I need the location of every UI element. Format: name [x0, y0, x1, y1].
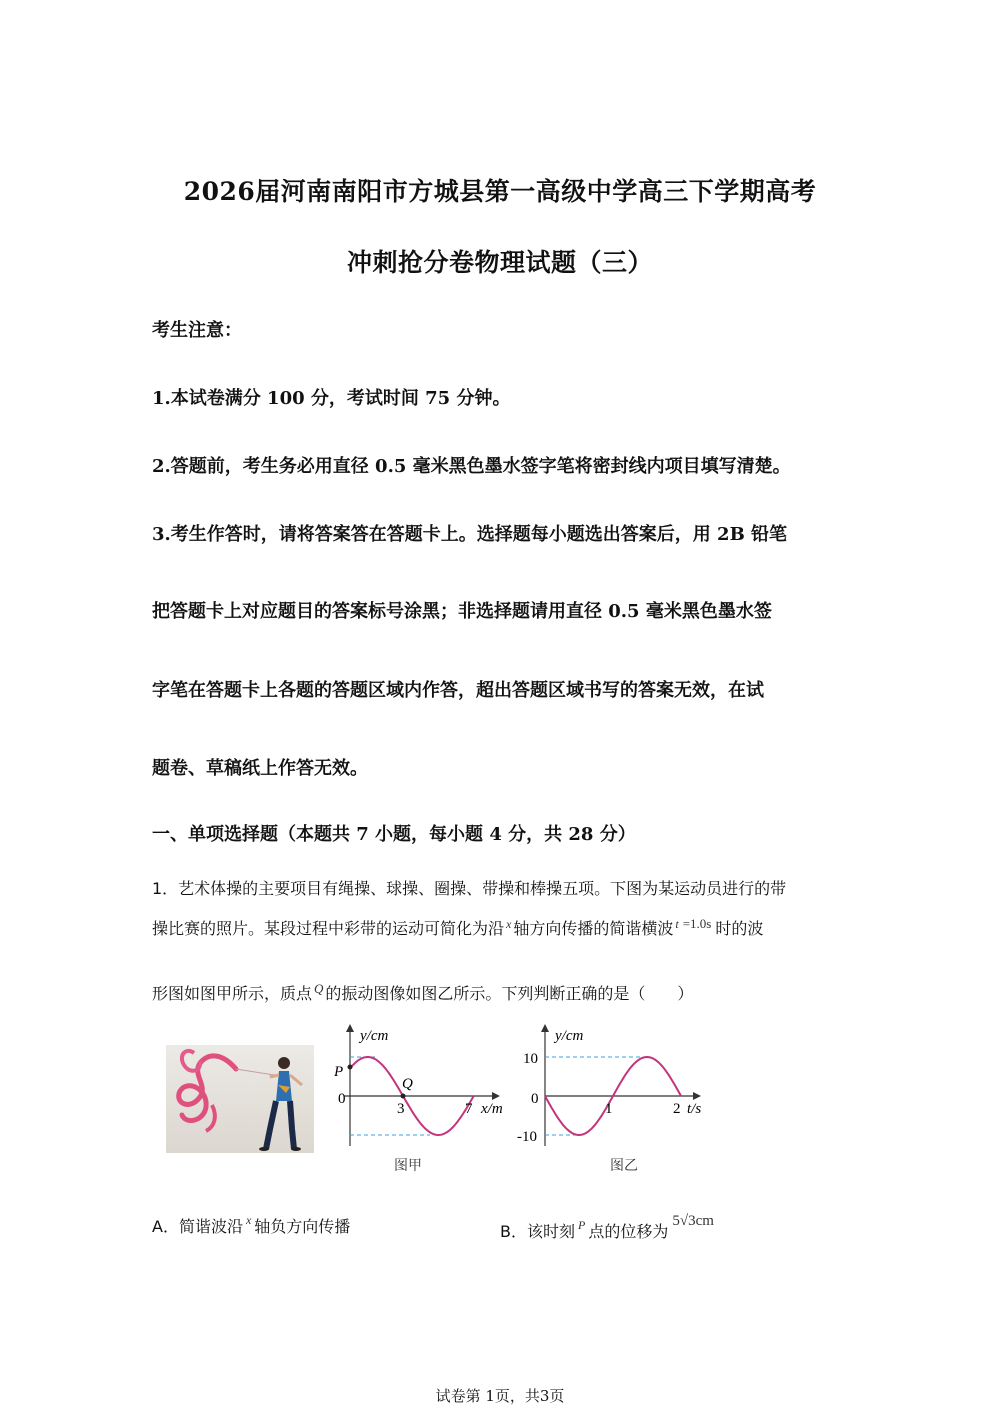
option-b-value: 5√3cm [672, 1213, 714, 1229]
question-1-text: 的振动图像如图乙所示。下列判断正确的是（ ） [325, 984, 694, 1003]
figure-yi [515, 1022, 715, 1152]
question-1-text: 形图如图甲所示，质点 [152, 984, 313, 1003]
option-b [500, 1213, 714, 1242]
variable-t: t [675, 917, 679, 931]
exam-title-line2: 冲刺抢分卷物理试题（三） [346, 248, 653, 277]
notice-item-3-line4: 题卷、草稿纸上作答无效。 [152, 758, 368, 779]
y-axis-label: y/cm [555, 1028, 584, 1044]
figure-jia [330, 1022, 510, 1152]
point-p-label: P [334, 1064, 344, 1080]
y-axis-label: y/cm [360, 1028, 389, 1044]
notice-heading: 考生注意： [152, 320, 242, 341]
option-a [152, 1213, 350, 1237]
notice-item-1: 1.本试卷满分 100 分，考试时间 75 分钟。 [152, 388, 511, 409]
option-b-text: B．该时刻 [500, 1222, 575, 1241]
tick-neg10-label: -10 [517, 1129, 537, 1145]
point-q-label: Q [402, 1076, 413, 1092]
section-heading: 一、单项选择题（本题共 7 小题，每小题 4 分，共 28 分） [152, 824, 636, 845]
point-q-dot [401, 1094, 406, 1099]
tick-10-label: 10 [523, 1051, 538, 1067]
notice-item-3-line2: 把答题卡上对应题目的答案标号涂黑；非选择题请用直径 0.5 毫米黑色墨水签 [152, 601, 772, 622]
page-footer: 试卷第 1页，共3页 [435, 1387, 565, 1405]
tick-1-label: 1 [605, 1101, 613, 1117]
exam-title-line1: 2026届河南南阳市方城县第一高级中学高三下学期高考 [183, 177, 817, 206]
x-axis-label: t/s [687, 1101, 702, 1117]
variable-x: x [506, 917, 512, 931]
variable-x: x [245, 1213, 252, 1227]
option-a-rest: 轴负方向传播 [254, 1217, 351, 1236]
x-axis-label: x/m [481, 1101, 503, 1117]
origin-label: 0 [531, 1091, 539, 1107]
option-b-rest: 点的位移为 [588, 1222, 669, 1241]
question-1-text: 时的波 [715, 919, 764, 938]
variable-p: P [577, 1218, 586, 1232]
point-p-dot [348, 1065, 353, 1070]
question-1-text: 轴方向传播的简谐横波 [513, 919, 674, 938]
tick-2-label: 2 [673, 1101, 681, 1117]
notice-item-2: 2.答题前，考生务必用直径 0.5 毫米黑色墨水签字笔将密封线内项目填写清楚。 [152, 456, 791, 477]
question-1-line1: 1．艺术体操的主要项目有绳操、球操、圈操、带操和棒操五项。下图为某运动员进行的带 [152, 879, 787, 898]
question-1-line2 [152, 916, 763, 939]
time-value: =1.0s [682, 916, 712, 931]
origin-label: 0 [338, 1091, 346, 1107]
question-1-line3 [152, 981, 693, 1004]
figure-jia-caption: 图甲 [394, 1158, 422, 1174]
figure-yi-caption: 图乙 [610, 1158, 638, 1174]
tick-7-label: 7 [465, 1101, 473, 1117]
question-1-text: 操比赛的照片。某段过程中彩带的运动可简化为沿 [152, 919, 505, 938]
variable-q: Q [314, 981, 324, 996]
notice-item-3-line1: 3.考生作答时，请将答案答在答题卡上。选择题每小题选出答案后，用 2B 铅笔 [152, 524, 788, 545]
gymnast-photo [166, 1045, 314, 1153]
notice-item-3-line3: 字笔在答题卡上各题的答题区域内作答，超出答题区域书写的答案无效，在试 [152, 680, 764, 701]
option-a-text: A．简谐波沿 [152, 1217, 243, 1236]
tick-3-label: 3 [397, 1101, 405, 1117]
